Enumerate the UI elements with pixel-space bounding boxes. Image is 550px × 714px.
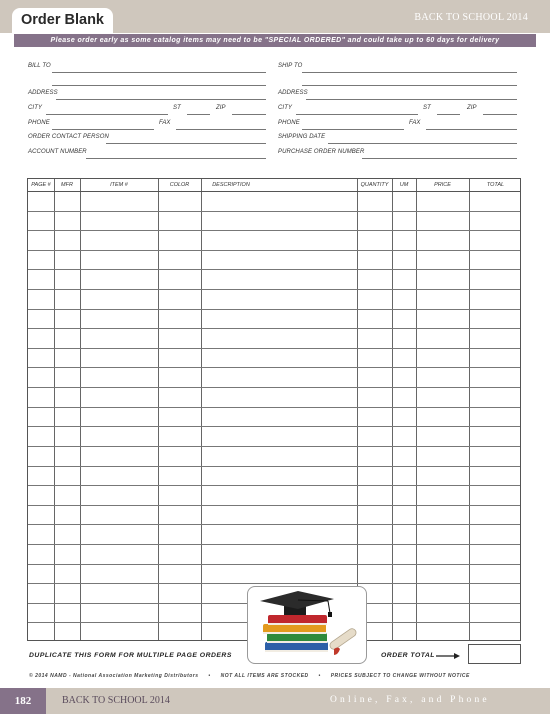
footer-tagline: Online, Fax, and Phone	[330, 695, 490, 705]
ship-to-field[interactable]	[278, 63, 517, 73]
page-number: 182	[0, 688, 46, 714]
table-row[interactable]	[28, 230, 520, 231]
col-header-page: PAGE #	[31, 182, 51, 188]
order-contact-line	[106, 143, 266, 144]
bill-to-label: BILL TO	[28, 63, 51, 69]
ship-st-field[interactable]	[423, 105, 460, 115]
col-header-description: DESCRIPTION	[212, 182, 250, 188]
bill-address-line	[56, 99, 266, 100]
ship-phone-label: PHONE	[278, 120, 300, 126]
table-row[interactable]	[28, 505, 520, 506]
ship-city-line	[296, 114, 418, 115]
table-row[interactable]	[28, 407, 520, 408]
col-header-quantity: QUANTITY	[360, 182, 389, 188]
table-row[interactable]	[28, 387, 520, 388]
ship-phone-line	[302, 129, 404, 130]
bill-to-field[interactable]	[28, 63, 266, 73]
shipping-date-field[interactable]	[278, 134, 517, 144]
order-table	[27, 178, 521, 641]
books-cap-icon	[248, 587, 366, 663]
ship-fax-field[interactable]	[409, 120, 517, 130]
purchase-order-line	[362, 158, 517, 159]
ship-city-label: CITY	[278, 105, 293, 111]
ship-zip-line	[483, 114, 517, 115]
table-row[interactable]	[28, 348, 520, 349]
table-row[interactable]	[28, 211, 520, 212]
ship-to-line-2[interactable]	[278, 76, 517, 86]
table-row[interactable]	[28, 583, 520, 584]
table-row[interactable]	[28, 564, 520, 565]
ship-st-line	[437, 114, 460, 115]
graduation-books-image	[247, 586, 367, 664]
shipping-date-line	[328, 143, 517, 144]
table-column-divider	[469, 179, 470, 640]
bill-to-line-2-rule	[52, 85, 266, 86]
ship-zip-label: ZIP	[467, 105, 477, 111]
table-row[interactable]	[28, 269, 520, 270]
bill-city-label: CITY	[28, 105, 43, 111]
bill-city-line	[46, 114, 168, 115]
table-row[interactable]	[28, 250, 520, 251]
col-header-color: COLOR	[169, 182, 190, 188]
col-header-total: TOTAL	[486, 182, 505, 188]
page-title: Order Blank	[21, 12, 104, 28]
order-total-box[interactable]	[468, 644, 521, 664]
not-stocked-text: NOT ALL ITEMS ARE STOCKED	[220, 673, 309, 679]
table-row[interactable]	[28, 328, 520, 329]
ship-fax-line	[426, 129, 517, 130]
purchase-order-label: PURCHASE ORDER NUMBER	[278, 149, 365, 155]
bill-zip-field[interactable]	[216, 105, 266, 115]
ship-st-label: ST	[423, 105, 431, 111]
table-row[interactable]	[28, 544, 520, 545]
order-total-label: ORDER TOTAL	[381, 652, 435, 659]
copyright-text: © 2014 NAMD - National Association Marketing Distributors	[29, 673, 199, 679]
title-tab	[12, 8, 113, 33]
fine-print	[29, 673, 521, 679]
table-row[interactable]	[28, 446, 520, 447]
ship-address-label: ADDRESS	[278, 90, 308, 96]
bill-city-field[interactable]	[28, 105, 168, 115]
table-column-divider	[80, 179, 81, 640]
order-contact-label: ORDER CONTACT PERSON	[28, 134, 109, 140]
ship-city-field[interactable]	[278, 105, 418, 115]
table-column-divider	[416, 179, 417, 640]
table-row[interactable]	[28, 367, 520, 368]
bill-address-label: ADDRESS	[28, 90, 58, 96]
col-header-item: ITEM #	[110, 182, 128, 188]
ship-address-field[interactable]	[278, 90, 517, 100]
table-row[interactable]	[28, 485, 520, 486]
ship-to-line-2-rule	[302, 85, 517, 86]
diploma-icon	[328, 627, 357, 655]
table-column-divider	[201, 179, 202, 640]
table-header-divider	[28, 191, 520, 192]
account-number-label: ACCOUNT NUMBER	[28, 149, 87, 155]
bill-phone-label: PHONE	[28, 120, 50, 126]
bill-st-line	[187, 114, 210, 115]
bill-fax-field[interactable]	[159, 120, 266, 130]
header-band	[0, 0, 550, 33]
ship-fax-label: FAX	[409, 120, 421, 126]
col-header-mfr: MFR	[61, 182, 73, 188]
bill-to-line-2[interactable]	[28, 76, 266, 86]
order-contact-field[interactable]	[28, 134, 266, 144]
bill-fax-label: FAX	[159, 120, 171, 126]
bill-fax-line	[176, 129, 266, 130]
bill-address-field[interactable]	[28, 90, 266, 100]
footer-catalog-label: BACK TO SCHOOL 2014	[62, 695, 170, 706]
table-column-divider	[392, 179, 393, 640]
table-column-divider	[357, 179, 358, 640]
table-row[interactable]	[28, 289, 520, 290]
shipping-date-label: SHIPPING DATE	[278, 134, 326, 140]
bullet-1: •	[208, 673, 211, 679]
ship-phone-field[interactable]	[278, 120, 404, 130]
bill-zip-line	[232, 114, 266, 115]
header-catalog-label: BACK TO SCHOOL 2014	[414, 12, 528, 23]
ship-to-label: SHIP TO	[278, 63, 303, 69]
bill-phone-field[interactable]	[28, 120, 154, 130]
bill-phone-line	[52, 129, 154, 130]
table-row[interactable]	[28, 426, 520, 427]
ship-address-line	[306, 99, 517, 100]
ship-to-line	[302, 72, 517, 73]
bill-st-field[interactable]	[173, 105, 210, 115]
right-arrow-icon	[436, 653, 460, 659]
table-column-divider	[158, 179, 159, 640]
table-row[interactable]	[28, 524, 520, 525]
col-header-price: PRICE	[434, 182, 451, 188]
table-column-divider	[54, 179, 55, 640]
duplicate-form-note: DUPLICATE THIS FORM FOR MULTIPLE PAGE ORDERS	[29, 652, 232, 659]
graduation-cap-icon	[260, 591, 334, 617]
bill-to-line	[52, 72, 266, 73]
table-row[interactable]	[28, 466, 520, 467]
ship-zip-field[interactable]	[467, 105, 517, 115]
prices-notice-text: PRICES SUBJECT TO CHANGE WITHOUT NOTICE	[330, 673, 470, 679]
purchase-order-field[interactable]	[278, 149, 517, 159]
account-number-field[interactable]	[28, 149, 266, 159]
bill-st-label: ST	[173, 105, 181, 111]
bullet-2: •	[318, 673, 321, 679]
bill-zip-label: ZIP	[216, 105, 226, 111]
table-row[interactable]	[28, 309, 520, 310]
account-number-line	[86, 158, 266, 159]
special-order-notice: Please order early as some catalog items may need to be "SPECIAL ORDERED" and could take up to 60 days for delivery	[14, 34, 536, 47]
col-header-um: UM	[399, 182, 409, 188]
